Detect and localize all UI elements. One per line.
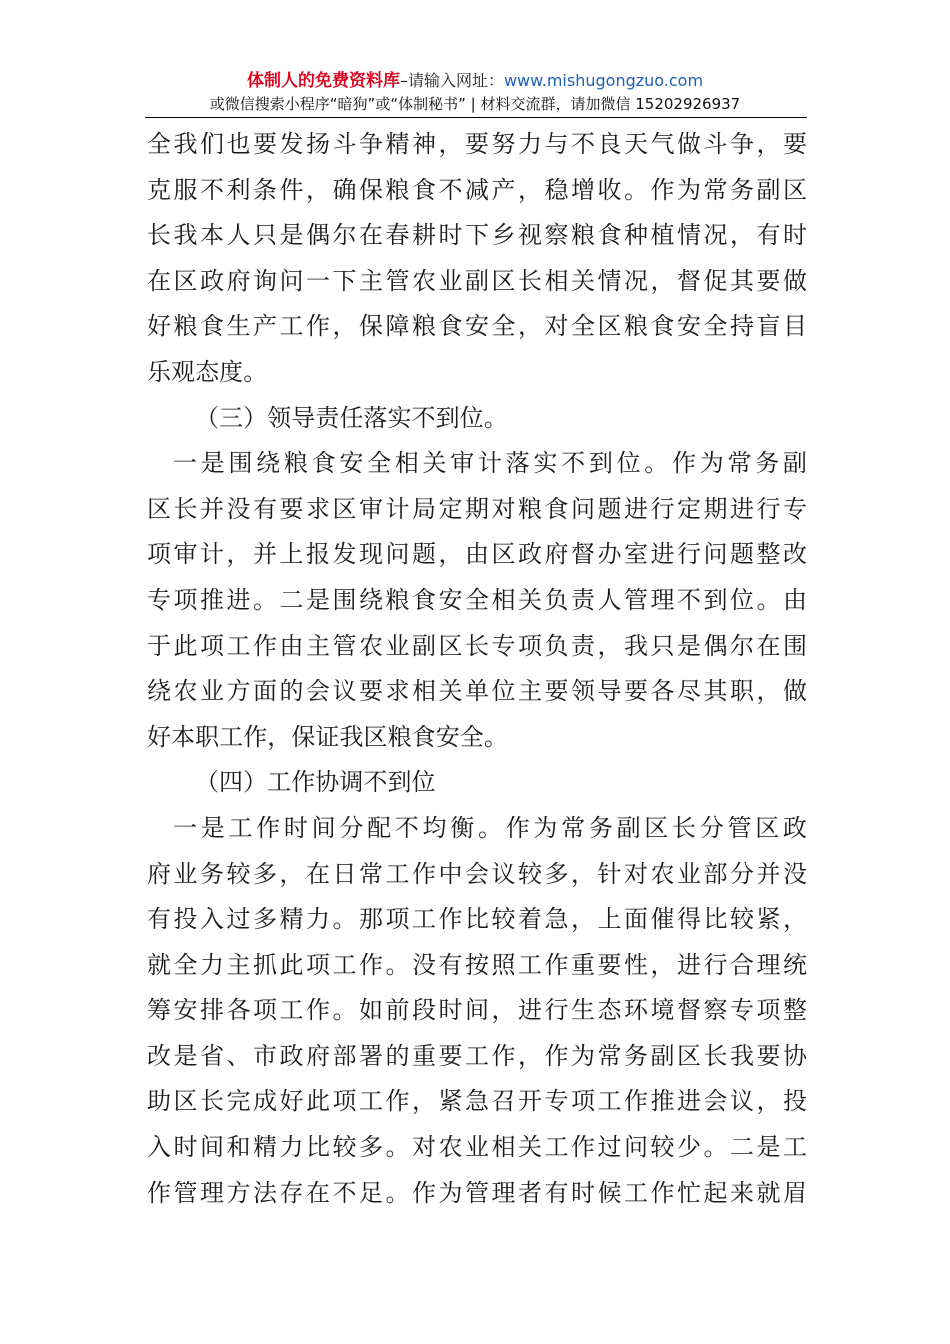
text-line: 项审计，并上报发现问题，由区政府督办室进行问题整改 [147,540,807,569]
text-line: 好粮食生产工作，保障粮食安全，对全区粮食安全持盲目 [147,312,807,341]
header-brand: 体制人的免费资料库 [246,71,400,91]
text-line: 作管理方法存在不足。作为管理者有时候工作忙起来就眉 [147,1178,807,1207]
text-line: 一是工作时间分配不均衡。作为常务副区长分管区政 [173,813,807,842]
text-line: 府业务较多，在日常工作中会议较多，针对农业部分并没 [147,859,807,888]
text-line: 筹安排各项工作。如前段时间，进行生态环境督察专项整 [147,996,807,1025]
text-line: 有投入过多精力。那项工作比较着急，上面催得比较紧， [147,905,807,934]
text-line: 一是围绕粮食安全相关审计落实不到位。作为常务副 [173,449,807,478]
header-line-1 [145,70,805,92]
text-line: 专项推进。二是围绕粮食安全相关负责人管理不到位。由 [147,585,807,614]
text-line: 克服不利条件，确保粮食不减产，稳增收。作为常务副区 [147,175,807,204]
watermark-header [145,70,805,114]
text-line: 于此项工作由主管农业副区长专项负责，我只是偶尔在围 [147,631,807,660]
text-line: 区长并没有要求区审计局定期对粮食问题进行定期进行专 [147,494,807,523]
header-prompt: –请输入网址： [399,71,504,90]
document-body [147,122,807,1216]
text-line: 助区长完成好此项工作，紧急召开专项工作推进会议，投 [147,1087,807,1116]
header-line-2: 或微信搜索小程序“暗狗”或“体制秘书” | 材料交流群，请加微信 15202926937 [209,95,741,113]
section-heading: （四）工作协调不到位 [195,768,436,797]
text-line: 入时间和精力比较多。对农业相关工作过问较少。二是工 [147,1133,807,1162]
section-heading: （三）领导责任落实不到位。 [195,403,508,432]
header-divider [145,117,807,118]
header-url-link[interactable]: www.mishugongzuo.com [503,71,704,90]
text-line: 改是省、市政府部署的重要工作，作为常务副区长我要协 [147,1041,807,1070]
text-line: 乐观态度。 [147,357,268,386]
text-line: 长我本人只是偶尔在春耕时下乡视察粮食种植情况，有时 [147,221,807,250]
text-line: 全我们也要发扬斗争精神，要努力与不良天气做斗争，要 [147,130,807,158]
text-line: 绕农业方面的会议要求相关单位主要领导要各尽其职，做 [147,677,807,706]
text-line: 就全力主抓此项工作。没有按照工作重要性，进行合理统 [147,950,807,979]
text-line: 在区政府询问一下主管农业副区长相关情况，督促其要做 [147,266,807,295]
text-line: 好本职工作，保证我区粮食安全。 [147,722,508,751]
